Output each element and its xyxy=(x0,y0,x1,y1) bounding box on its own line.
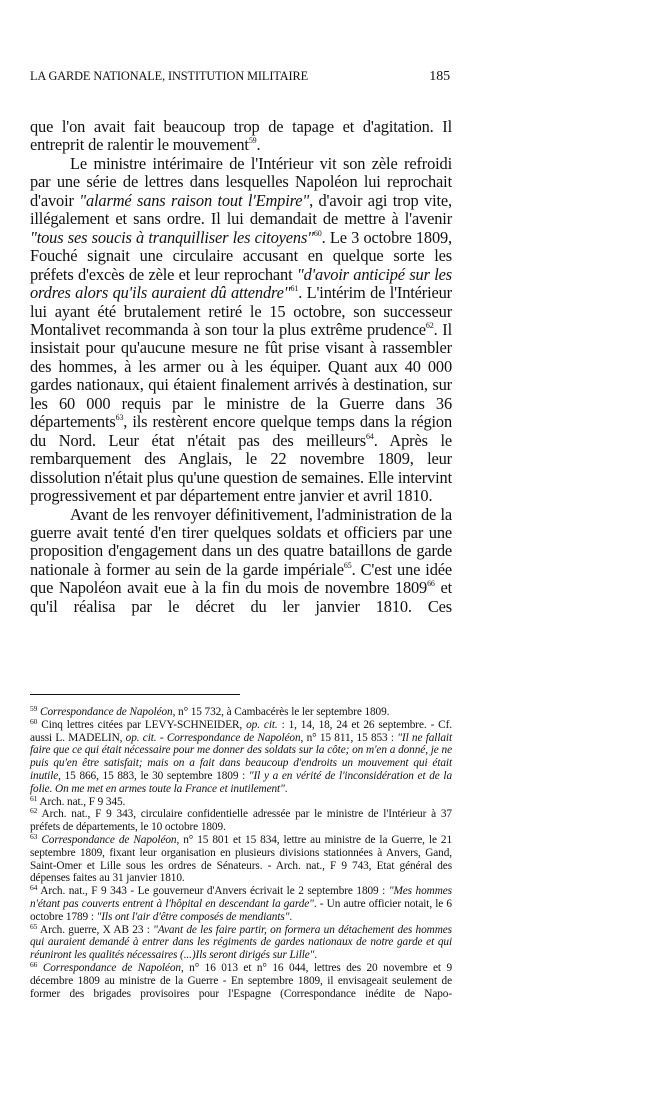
footnotes xyxy=(30,706,452,1000)
footnote-62: $^{62}$ Arch. nat., F 9 343, circulaire confidentielle adressée par le ministre de l'Intérieur à 37 préfets de départements, le 10 octobre 1809. xyxy=(30,806,452,834)
page-header xyxy=(30,69,450,85)
footnote-59: $^{59}$ Correspondance de Napoléon, n° 15 732, à Cambacérès le ler septembre 1809. xyxy=(30,704,390,718)
footnote-66: $^{66}$ Correspondance de Napoléon, n° 16 013 et n° 16 044, lettres des 20 novembre et 9 décembre 1809 au ministre de la Guerre - En septembre 1809, il envisageait seulement de former des brigades provisoires pour l'Espagne (Correspondance inédite de Napo- xyxy=(30,959,452,1000)
footnote-65: $^{65}$ Arch. guerre, X AB 23 : "Avant de les faire partir, on formera un détachement des hommes qui auraient demandé à entrer dans les régiments de gardes nationaux de notre garde et qui réuniront les qualités nécessaires (...)Ils seront dirigés sur Lille". xyxy=(30,921,452,962)
footnote-61: $^{61}$ Arch. nat., F 9 345. xyxy=(30,793,126,808)
footnote-ref-65[interactable]: 65 xyxy=(343,560,352,570)
footnote-ref-59[interactable]: 59 xyxy=(248,136,257,146)
footnote-ref-66[interactable]: 66 xyxy=(427,579,435,589)
footnote-ref-63[interactable]: 63 xyxy=(115,413,124,423)
quote: "alarmé sans raison tout l'Empire" xyxy=(79,190,310,210)
footnote-60: $^{60}$ Cinq lettres citées par LEVY-SCHNEIDER, op. cit. : 1, 14, 18, 24 et 26 septembre. - Cf. aussi L. MADELIN, op. cit. - Correspondance de Napoléon, n° 15 811, 15 853 : "Il ne fallait faire que ce qui était nécessaire pour me donner des soldats sur la côte; on m'en a donné, je ne puis qu'en être satisfait; mais on a fait dans beaucoup d'endroits un mouvement qui était inutile, 15 866, 15 883, le 30 septembre 1809 : "Il y a en vérité de l'inconsidération et de la folie. On me met en armes toute la France et inutilement". xyxy=(30,716,453,795)
paragraph-2: Le ministre intérimaire de l'Intérieur vit son zèle refroidi par une série de lettres dans lesquelles Napoléon lui reprochait d'avoir "alarmé sans raison tout l'Empire", d'avoir agi trop vite, illégalement et sans ordre. Il lui demandait de mettre à l'avenir "tous ses soucis à tranquilliser les citoyens"$^{60}$. Le 3 octobre 1809, Fouché signait une circulaire accusant en quelque sorte les préfets d'excès de zèle et leur reprochant "d'avoir anticipé sur les ordres alors qu'ils auraient dû attendre"$^{61}$. L'intérim de l'Intérieur lui ayant été brutalement retiré le 15 octobre, son successeur Montalivet recommanda à son tour la plus extrême prudence$^{62}$. Il insistait pour qu'aucune mesure ne fût prise visant à rassembler des hommes, à les armer ou à les équiper. Quant aux 40 000 gardes nationaux, qui étaient finalement arrivés à destination, sur les 60 000 requis par le ministre de la Guerre dans 36 départements$^{63}$, ils restèrent encore quelque temps dans la région du Nord. Leur état n'était pas des meilleurs$^{64}$. Après le rembarquement des Anglais, le 22 novembre 1809, leur dissolution n'était plus qu'une question de semaines. Elle intervint progressivement et par département entre janvier et avril 1810. xyxy=(30,153,452,506)
body-text xyxy=(30,118,452,616)
footnote-ref-60[interactable]: 60 xyxy=(313,228,322,238)
footnote-64: $^{64}$ Arch. nat., F 9 343 - Le gouverneur d'Anvers écrivait le 2 septembre 1809 : "Mes hommes n'étant pas couverts entrent à l'hôpital en descendant la garde". - Un autre officier notait, le 6 octobre 1789 : "Ils ont l'air d'être composés de mendiants". xyxy=(30,883,452,923)
quote: "d'avoir anticipé sur les ordres alors qu'ils auraient dû attendre" xyxy=(30,264,452,303)
paragraph-1: que l'on avait fait beaucoup trop de tapage et d'agitation. Il entreprit de ralentir le mouvement$^{59}$. xyxy=(30,117,452,155)
page-number: 185 xyxy=(429,69,450,84)
quote: "tous ses soucis à tranquilliser les citoyens" xyxy=(30,227,314,247)
paragraph-3: Avant de les renvoyer définitivement, l'administration de la guerre avait tenté d'en tirer quelques soldats et officiers par une proposition d'engagement dans un des quatre bataillons de garde nationale à former au sein de la garde impériale$^{65}$. C'est une idée que Napoléon avait eue à la fin du mois de novembre 1809$^{66}$ et qu'il réalisa par le décret du ler janvier 1810. Ces xyxy=(30,504,452,616)
footnote-ref-62[interactable]: 62 xyxy=(425,320,434,330)
running-title: LA GARDE NATIONALE, INSTITUTION MILITAIRE xyxy=(30,69,309,83)
footnote-separator xyxy=(30,694,240,695)
footnote-ref-61[interactable]: 61 xyxy=(290,284,299,294)
footnote-63: $^{63}$ Correspondance de Napoléon, n° 15 801 et 15 834, lettre au ministre de la Guerre, le 21 septembre 1809, fixant leur organisation en plusieurs divisions stationnées à Anvers, Gand, Saint-Omer et Lille sous les ordres de Sénateurs. - Arch. nat., F 9 743, Etat général des dépenses faites au 31 janvier 1810. xyxy=(30,831,452,885)
footnote-ref-64[interactable]: 64 xyxy=(365,431,374,441)
